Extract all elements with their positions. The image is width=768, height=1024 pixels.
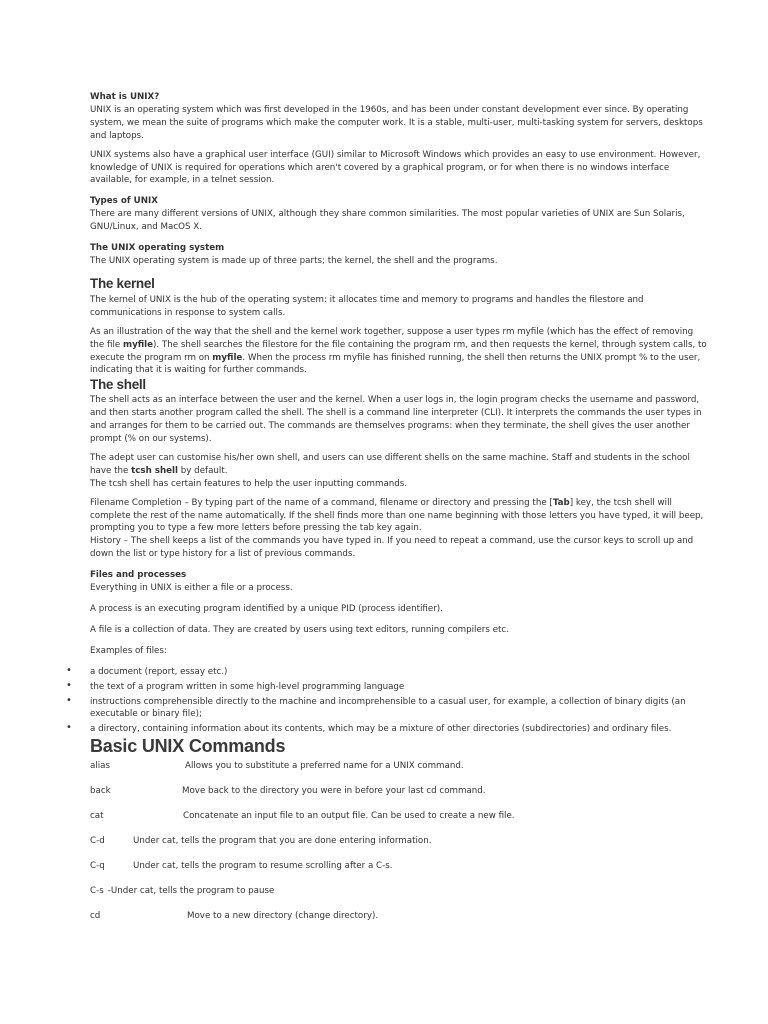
bullet-icon: • — [66, 694, 72, 706]
command-name: C-s — [90, 885, 104, 896]
bullet-icon: • — [66, 664, 72, 676]
paragraph: UNIX is an operating system which was first developed in the 1960s, and has been under constant development ever since. By operating system, we mean the suite of programs which make the computer work. It is a stable, multi-user, multi-tasking system for servers, desktops and laptops. — [90, 104, 703, 141]
heading-files-and-processes: Files and processes — [90, 570, 187, 581]
bullet-icon: • — [66, 722, 72, 734]
command-name: C-d — [90, 835, 105, 846]
bold-text: myfile — [123, 339, 154, 350]
command-name: cat — [90, 811, 104, 822]
paragraph: The adept user can customise his/her own shell, and users can use different shells on the same machine. Staff and students in the school have the tcsh shell by default. — [90, 452, 690, 476]
paragraph: History – The shell keeps a list of the commands you have typed in. If you need to repeat a command, use the cursor keys to scroll up and down the list or type history for a list of previous commands. — [90, 536, 694, 560]
list-item: • a document (report, essay etc.) — [66, 664, 228, 677]
paragraph: The UNIX operating system is made up of three parts; the kernel, the shell and the programs. — [90, 255, 498, 266]
command-name: C-q — [90, 860, 105, 871]
bullet-icon: • — [66, 679, 72, 691]
bold-text: myfile — [212, 352, 243, 363]
bold-text: tcsh shell — [131, 465, 178, 476]
paragraph: A process is an executing program identified by a unique PID (process identifier). — [90, 604, 443, 614]
command-name: alias — [90, 761, 111, 772]
paragraph: The shell acts as an interface between the user and the kernel. When a user logs in, the login program checks the username and password, and then starts another program called the shell. The shell is a command line interpreter (CLI). It interprets the commands the user types in and arranges for them to be carried out. The commands are themselves programs: when they terminate, the shell gives the user another prompt (% on our systems). — [90, 395, 702, 445]
heading-basic-unix-commands: Basic UNIX Commands — [90, 736, 286, 757]
command-row — [90, 760, 708, 773]
command-description: Move to a new directory (change directory). — [187, 910, 379, 921]
heading-what-is-unix: What is UNIX? — [90, 92, 160, 102]
command-description: Move back to the directory you were in before your last cd command. — [182, 786, 486, 797]
command-row — [90, 810, 708, 823]
paragraph: UNIX systems also have a graphical user interface (GUI) similar to Microsoft Windows which provides an easy to use environment. However, knowledge of UNIX is required for operations which aren't covered by a graphical program, or for when there is no windows interface available, for example, in a telnet session. — [90, 149, 701, 186]
command-name: cd — [90, 910, 101, 921]
heading-the-kernel: The kernel — [90, 275, 155, 291]
command-description: Under cat, tells the program to resume scrolling after a C-s. — [133, 860, 393, 871]
command-row — [90, 860, 708, 873]
command-description: Allows you to substitute a preferred name for a UNIX command. — [185, 761, 464, 772]
heading-types-of-unix: Types of UNIX — [90, 196, 158, 207]
files-list — [66, 664, 708, 737]
paragraph: Examples of files: — [90, 645, 167, 656]
command-row — [90, 785, 708, 798]
heading-the-shell: The shell — [90, 377, 146, 393]
command-description: Under cat, tells the program that you are done entering information. — [133, 835, 432, 846]
paragraph: A file is a collection of data. They are created by users using text editors, running compilers etc. — [90, 624, 509, 635]
list-item: • the text of a program written in some high-level programming language — [66, 679, 405, 692]
paragraph: The kernel of UNIX is the hub of the operating system: it allocates time and memory to programs and handles the filestore and communications in response to system calls. — [90, 294, 644, 318]
paragraph: Everything in UNIX is either a file or a process. — [90, 583, 293, 594]
command-name: back — [90, 786, 111, 797]
heading-unix-os: The UNIX operating system — [90, 243, 225, 254]
paragraph: The tcsh shell has certain features to help the user inputting commands. — [90, 478, 408, 489]
command-description: Concatenate an input file to an output file. Can be used to create a new file. — [183, 811, 515, 822]
paragraph: As an illustration of the way that the shell and the kernel work together, suppose a user types rm myfile (which has the effect of removing the file myfile). The shell searches the filestore for the file containing the program rm, and then requests the kernel, through system calls, to execute the program rm on myfile. When the process rm myfile has finished running, the shell then returns the UNIX prompt % to the user, indicating that it is waiting for further commands. — [90, 326, 707, 376]
list-item: • instructions comprehensible directly to the machine and incomprehensible to a casual user, for example, a collection of binary digits (an executable or binary file); — [66, 694, 686, 720]
list-item: • a directory, containing information about its contents, which may be a mixture of other directories (subdirectories) and ordinary files. — [66, 722, 672, 735]
paragraph: There are many different versions of UNIX, although they share common similarities. The most popular varieties of UNIX are Sun Solaris, GNU/Linux, and MacOS X. — [90, 209, 685, 233]
command-row — [90, 885, 708, 898]
command-description: -Under cat, tells the program to pause — [107, 885, 275, 896]
command-row — [90, 910, 708, 923]
command-row — [90, 835, 708, 848]
paragraph: Filename Completion – By typing part of the name of a command, filename or directory and pressing the [Tab] key, the tcsh shell will complete the rest of the name automatically. If the shell finds more than one name beginning with those letters you have typed, it will beep, prompting you to type a few more letters before pressing the tab key again. — [90, 497, 704, 534]
bold-text: Tab — [552, 497, 570, 508]
